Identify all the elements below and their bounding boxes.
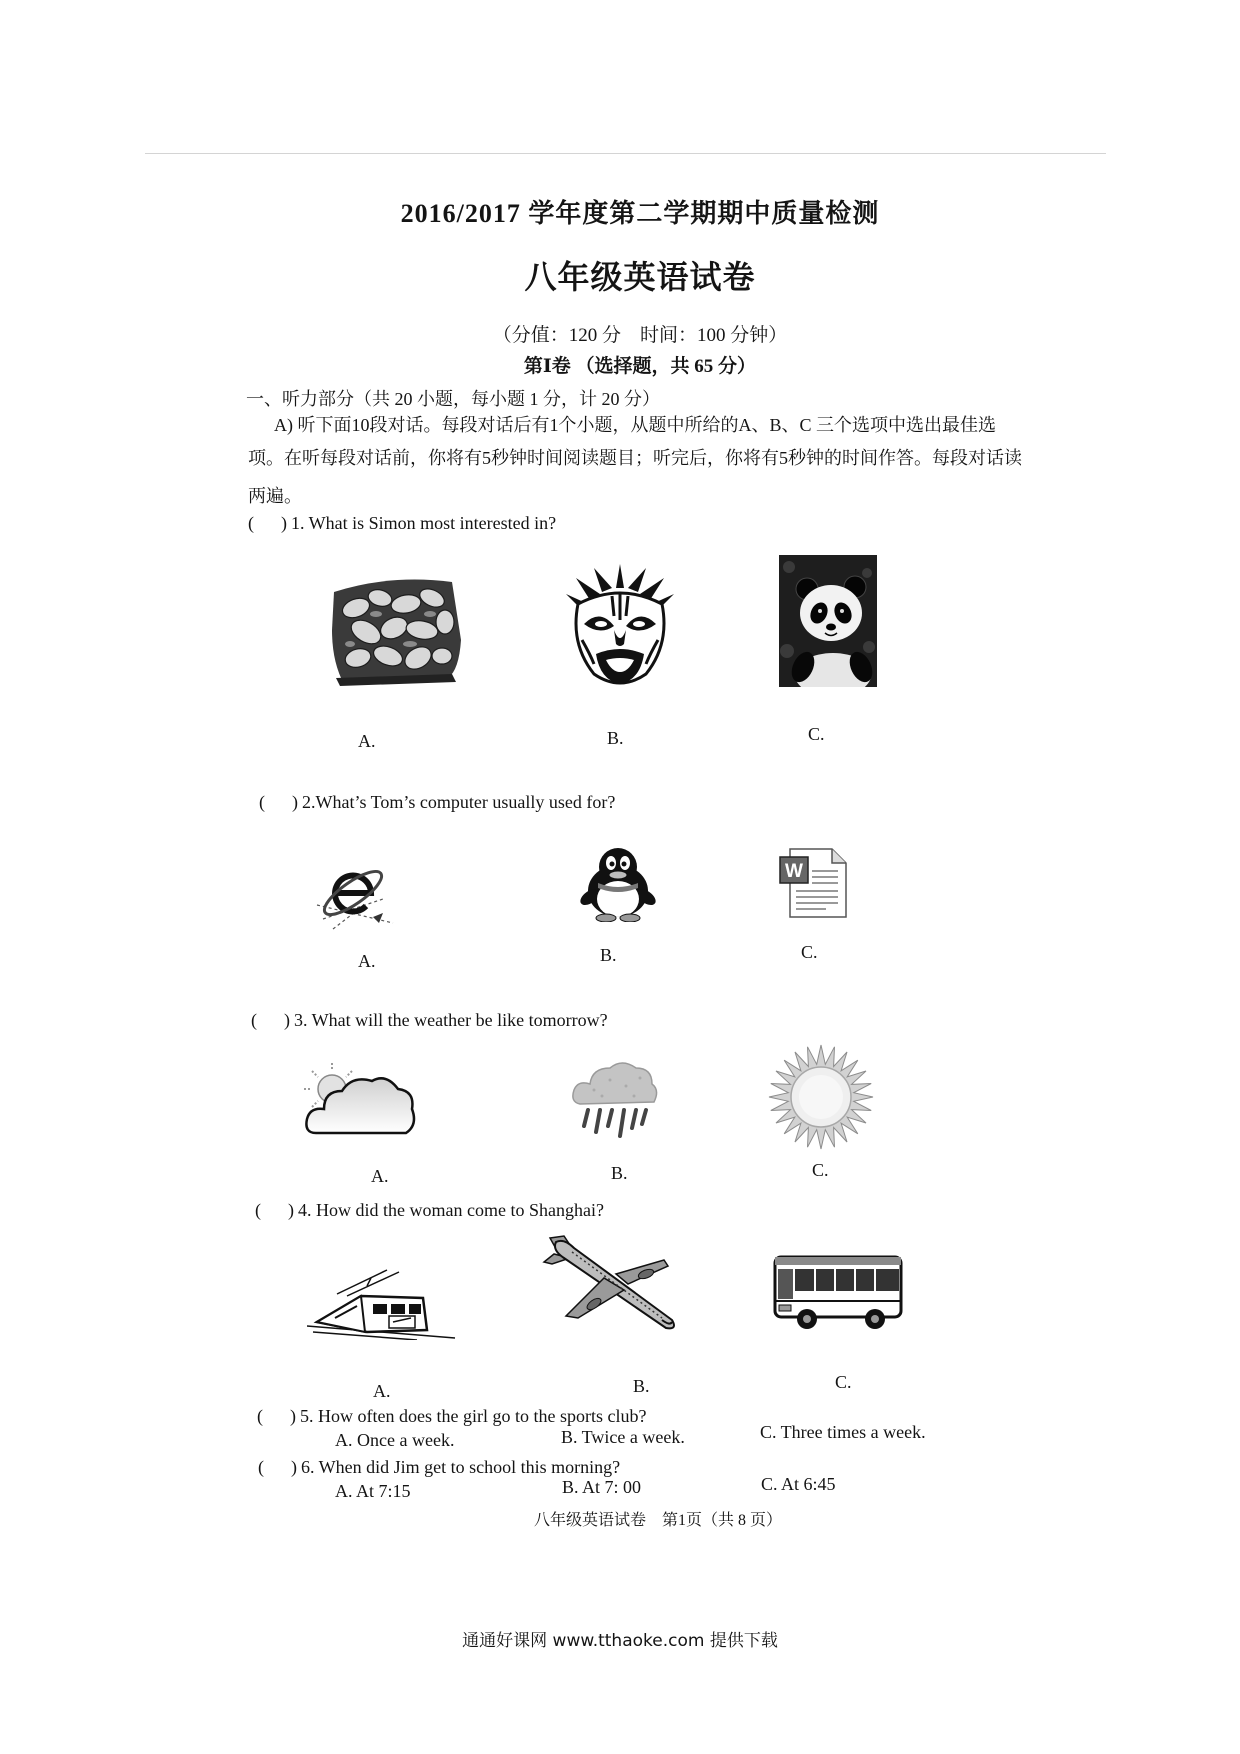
question-text: 1. What is Simon most interested in? — [291, 513, 557, 533]
section-heading: 一、听力部分（共 20 小题，每小题 1 分，计 20 分） — [246, 389, 660, 409]
answer-bracket: ( ) — [257, 1406, 296, 1426]
panda-photo — [779, 555, 877, 687]
airplane-icon — [542, 1234, 687, 1335]
qq-penguin-icon — [570, 843, 665, 922]
sun-icon — [765, 1044, 877, 1150]
opera-mask-picture — [564, 564, 676, 693]
question-4 — [255, 1200, 604, 1221]
option-label-c: C. — [801, 942, 818, 962]
option-b: B. At 7: 00 — [562, 1477, 642, 1497]
option-label-b: B. — [607, 728, 624, 748]
question-6 — [258, 1457, 620, 1478]
option-label-a: A. — [358, 731, 376, 751]
question-text: 5. How often does the girl go to the sports club? — [300, 1406, 647, 1426]
word-document-icon — [776, 843, 855, 922]
question-2 — [259, 792, 615, 813]
train-icon — [307, 1268, 458, 1340]
rain-icon — [570, 1056, 659, 1145]
option-label-c: C. — [835, 1372, 852, 1392]
option-label-c: C. — [808, 724, 825, 744]
answer-bracket: ( ) — [259, 792, 298, 812]
volume-heading: 第Ⅰ卷 （选择题，共 65 分） — [523, 356, 757, 377]
answer-bracket: ( ) — [251, 1010, 290, 1030]
option-label-b: B. — [633, 1376, 650, 1396]
question-5 — [257, 1406, 646, 1427]
internet-explorer-icon — [313, 849, 397, 933]
answer-bracket: ( ) — [258, 1457, 297, 1477]
option-c: C. Three times a week. — [760, 1422, 926, 1442]
option-b: B. Twice a week. — [561, 1427, 685, 1447]
score-time-info: （分值：120 分 时间：100 分钟） — [492, 325, 788, 346]
question-1 — [248, 513, 556, 534]
question-text: 4. How did the woman come to Shanghai? — [298, 1200, 604, 1220]
option-label-a: A. — [371, 1166, 389, 1186]
option-c: C. At 6:45 — [761, 1474, 836, 1494]
option-a: A. At 7:15 — [335, 1481, 411, 1501]
instructions-line-3: 两遍。 — [248, 486, 302, 506]
exam-subtitle: 八年级英语试卷 — [524, 259, 756, 295]
option-label-b: B. — [600, 945, 617, 965]
header-rule — [145, 153, 1106, 154]
instructions-line-2: 项。在听每段对话前，你将有5秒钟时间阅读题目；听完后，你将有5秒钟的时间作答。每段对话读 — [248, 448, 1022, 468]
download-watermark: 通通好课网 www.tthaoke.com 提供下载 — [462, 1631, 778, 1651]
bus-icon — [771, 1251, 905, 1335]
question-text: 2.What’s Tom’s computer usually used for? — [302, 792, 616, 812]
page-footer: 八年级英语试卷 第1页（共 8 页） — [534, 1512, 783, 1529]
question-text: 3. What will the weather be like tomorrow? — [294, 1010, 608, 1030]
option-a: A. Once a week. — [335, 1430, 455, 1450]
word-logo-letter: W — [785, 861, 803, 882]
option-label-a: A. — [358, 951, 376, 971]
option-label-c: C. — [812, 1160, 829, 1180]
option-label-b: B. — [611, 1163, 628, 1183]
answer-bracket: ( ) — [255, 1200, 294, 1220]
answer-bracket: ( ) — [248, 513, 287, 533]
fried-food-photo — [330, 570, 463, 687]
option-label-a: A. — [373, 1381, 391, 1401]
exam-title: 2016/2017 学年度第二学期期中质量检测 — [400, 199, 880, 228]
instructions-line-1: A) 听下面10段对话。每段对话后有1个小题，从题中所给的A、B、C 三个选项中选出最佳选 — [274, 415, 997, 435]
question-text: 6. When did Jim get to school this morning? — [301, 1457, 621, 1477]
question-3 — [251, 1010, 608, 1031]
partly-cloudy-icon — [302, 1061, 419, 1139]
